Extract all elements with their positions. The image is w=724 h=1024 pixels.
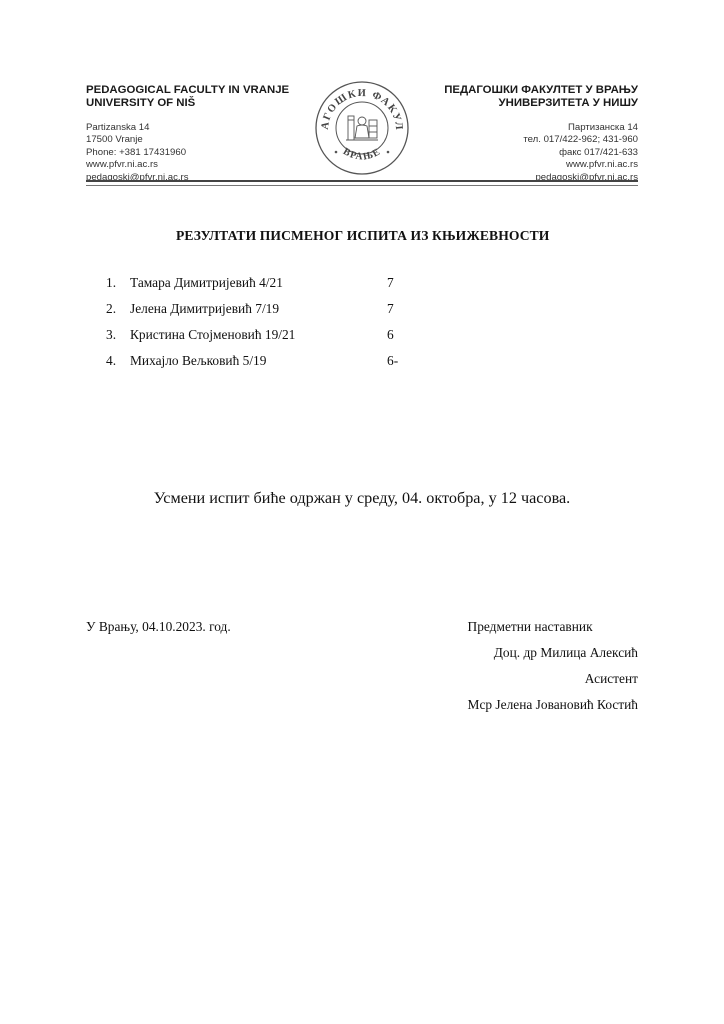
student-grade: 7 — [387, 275, 394, 290]
seal-icon — [314, 80, 410, 176]
university-name-en: UNIVERSITY OF NIŠ — [86, 97, 196, 109]
student-name: Јелена Димитријевић 7/19 — [130, 301, 280, 316]
street-sr: Партизанска 14 — [567, 122, 638, 133]
student-grade: 6 — [387, 327, 394, 342]
result-number: 4. — [106, 353, 117, 368]
student-name: Михајло Вељковић 5/19 — [130, 353, 267, 368]
result-number: 3. — [106, 327, 117, 342]
address-block-en — [86, 122, 316, 184]
address-block-sr — [408, 122, 638, 184]
result-number: 2. — [106, 301, 117, 316]
letterhead-left — [86, 84, 316, 184]
svg-text:ВРАЊЕ — [341, 146, 383, 163]
letterhead-right — [408, 84, 638, 184]
student-grade: 6- — [387, 353, 399, 368]
signature-block — [468, 619, 638, 723]
header-divider-thick — [86, 180, 638, 182]
phone-en: Phone: +381 17431960 — [86, 146, 187, 158]
city-en: 17500 Vranje — [86, 134, 143, 146]
signature-name-assistant: Мср Јелена Јовановић Костић — [467, 697, 638, 712]
email-sr: pedagoski@pfvr.ni.ac.rs — [535, 171, 638, 183]
signature-role-teacher: Предметни наставник — [467, 619, 593, 634]
university-name-sr: УНИВЕРЗИТЕТА У НИШУ — [498, 97, 638, 109]
fax-sr: факс 017/421-633 — [559, 146, 638, 158]
email-en: pedagoski@pfvr.ni.ac.rs — [86, 171, 189, 183]
header-divider-thin — [86, 185, 638, 186]
result-number: 1. — [106, 275, 117, 290]
phone-sr: тел. 017/422-962; 431-960 — [523, 134, 638, 146]
faculty-seal — [314, 80, 410, 176]
street-en: Partizanska 14 — [86, 122, 150, 133]
oral-exam-notice: Усмени испит биће одржан у среду, 04. октобра, у 12 часова. — [153, 489, 571, 507]
document-title: РЕЗУЛТАТИ ПИСМЕНОГ ИСПИТА ИЗ КЊИЖЕВНОСТИ — [176, 228, 550, 243]
seal-text-top: АГОШКИ ФАКУЛ — [319, 87, 405, 132]
seal-text-bottom: ВРАЊЕ — [341, 146, 383, 163]
signature-role-assistant: Асистент — [584, 671, 638, 686]
website-en: www.pfvr.ni.ac.rs — [86, 159, 158, 171]
website-sr: www.pfvr.ni.ac.rs — [566, 159, 638, 171]
student-name: Кристина Стојменовић 19/21 — [130, 327, 296, 342]
faculty-name-en: PEDAGOGICAL FACULTY IN VRANJE — [86, 84, 290, 96]
student-name: Тамара Димитријевић 4/21 — [130, 275, 283, 290]
student-grade: 7 — [387, 301, 394, 316]
signature-name-teacher: Доц. др Милица Алексић — [493, 645, 638, 660]
place-date: У Врању, 04.10.2023. год. — [86, 619, 231, 634]
faculty-name-sr: ПЕДАГОШКИ ФАКУЛТЕТ У ВРАЊУ — [444, 84, 638, 96]
